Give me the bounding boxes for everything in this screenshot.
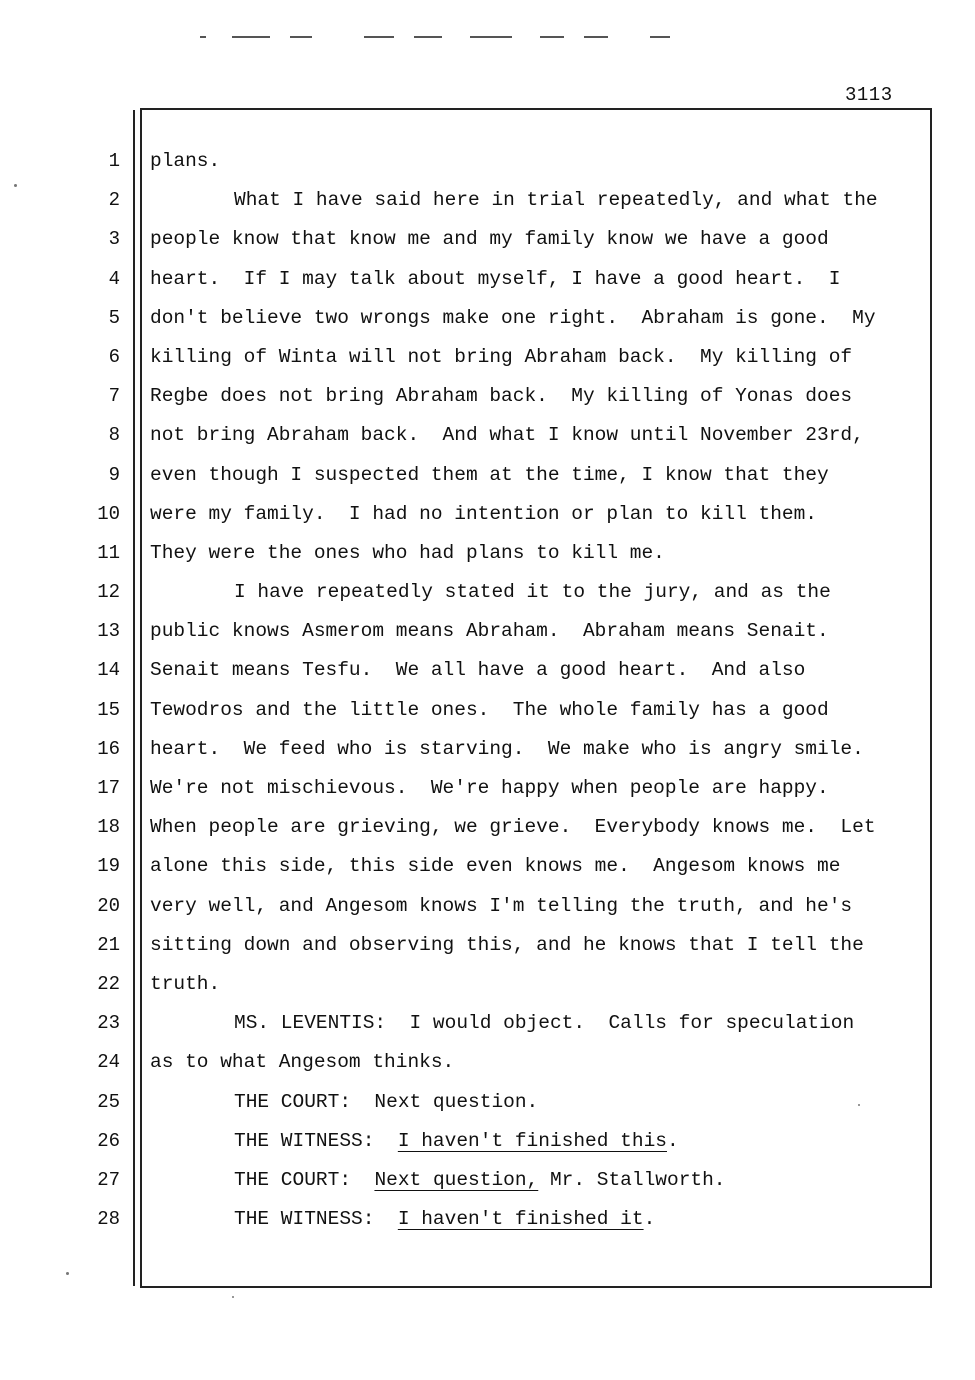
line-number: 18 — [97, 816, 120, 839]
line-number: 1 — [108, 150, 120, 172]
page-number: 3113 — [845, 84, 893, 106]
transcript-line — [150, 1010, 920, 1049]
transcript-line — [150, 579, 920, 618]
line-number: 7 — [108, 385, 120, 408]
line-text: were my family. I had no intention or plan to kill them. — [150, 502, 818, 525]
line-number: 14 — [97, 659, 120, 682]
transcript-line — [150, 344, 920, 383]
line-number: 17 — [97, 777, 120, 799]
line-text: as to what Angesom thinks. — [150, 1051, 455, 1074]
transcript-line — [150, 1089, 920, 1128]
line-text: When people are grieving, we grieve. Everybody knows me. Let — [150, 816, 876, 839]
line-text: . — [643, 1208, 656, 1231]
line-number: 11 — [97, 541, 120, 564]
line-text: Mr. Stallworth. — [538, 1168, 726, 1191]
transcript-line — [150, 932, 920, 971]
line-text: killing of Winta will not bring Abraham back. My killing of — [150, 345, 853, 368]
line-text: What I have said here in trial repeatedly, and what the — [234, 189, 878, 212]
line-text: Tewodros and the little ones. The whole family has a good — [150, 698, 829, 721]
line-number: 8 — [108, 424, 120, 447]
line-number: 20 — [97, 894, 120, 917]
scan-speck — [232, 1296, 234, 1298]
line-number: 2 — [108, 189, 120, 212]
line-text: plans. — [150, 150, 221, 172]
line-text: THE WITNESS: — [234, 1208, 398, 1231]
line-number: 21 — [97, 933, 120, 956]
line-text: THE COURT: — [234, 1168, 375, 1191]
line-text: They were the ones who had plans to kill me. — [150, 541, 665, 564]
line-number: 12 — [97, 581, 120, 604]
line-number: 28 — [97, 1208, 120, 1231]
transcript-line — [150, 266, 920, 305]
line-number: 24 — [97, 1051, 120, 1074]
transcript-line — [150, 148, 920, 187]
transcript-body — [150, 148, 920, 1245]
transcript-line — [150, 422, 920, 461]
transcript-line — [150, 853, 920, 892]
line-text: heart. We feed who is starving. We make who is angry smile. — [150, 737, 864, 760]
line-text: very well, and Angesom knows I'm telling the truth, and he's — [150, 894, 853, 917]
transcript-line — [150, 971, 920, 1010]
line-text: MS. LEVENTIS: I would object. Calls for speculation — [234, 1012, 855, 1035]
transcript-line — [150, 383, 920, 422]
transcript-line — [150, 462, 920, 501]
line-number: 27 — [97, 1168, 120, 1191]
line-text: Regbe does not bring Abraham back. My killing of Yonas does — [150, 385, 853, 408]
transcript-line — [150, 736, 920, 775]
line-text: THE COURT: Next question. — [234, 1090, 539, 1113]
scan-header-artifact — [180, 36, 700, 40]
line-text: public knows Asmerom means Abraham. Abraham means Senait. — [150, 620, 829, 643]
transcript-line — [150, 814, 920, 853]
line-text: THE WITNESS: — [234, 1129, 398, 1152]
line-number: 23 — [97, 1012, 120, 1035]
transcript-line — [150, 618, 920, 657]
line-number: 6 — [108, 345, 120, 368]
underlined-text: I haven't finished it — [397, 1208, 644, 1231]
line-text: We're not mischievous. We're happy when people are happy. — [150, 777, 829, 799]
transcript-line — [150, 775, 920, 814]
line-text: not bring Abraham back. And what I know until November 23rd, — [150, 424, 864, 447]
scan-speck — [14, 184, 17, 187]
transcript-line — [150, 697, 920, 736]
transcript-line — [150, 1206, 920, 1245]
line-number: 19 — [97, 855, 120, 878]
line-text: truth. — [150, 972, 221, 995]
line-text: don't believe two wrongs make one right. Abraham is gone. My — [150, 306, 876, 329]
line-text: alone this side, this side even knows me. Angesom knows me — [150, 855, 841, 878]
line-text: . — [666, 1129, 679, 1152]
transcript-line — [150, 1128, 920, 1167]
transcript-line — [150, 893, 920, 932]
line-number: 4 — [108, 267, 120, 290]
line-text: sitting down and observing this, and he knows that I tell the — [150, 933, 864, 956]
line-text: even though I suspected them at the time, I know that they — [150, 463, 829, 486]
line-number: 10 — [97, 502, 120, 525]
underlined-text: I haven't finished this — [397, 1129, 667, 1152]
transcript-line — [150, 305, 920, 344]
transcript-line — [150, 187, 920, 226]
line-number: 15 — [97, 698, 120, 721]
line-number: 16 — [97, 737, 120, 760]
transcript-line — [150, 1049, 920, 1088]
line-number: 22 — [97, 972, 120, 995]
transcript-line — [150, 657, 920, 696]
transcript-line — [150, 226, 920, 265]
transcript-line — [150, 540, 920, 579]
line-number: 5 — [108, 306, 120, 329]
line-number-column — [80, 148, 120, 1245]
line-number: 13 — [97, 620, 120, 643]
underlined-text: Next question, — [374, 1168, 539, 1191]
transcript-line — [150, 501, 920, 540]
scan-speck — [858, 1104, 860, 1106]
line-number: 9 — [108, 463, 120, 486]
margin-rule — [133, 110, 135, 1286]
transcript-line — [150, 1167, 920, 1206]
scan-speck — [66, 1272, 69, 1275]
line-text: Senait means Tesfu. We all have a good heart. And also — [150, 659, 806, 682]
line-number: 3 — [108, 228, 120, 251]
line-text: heart. If I may talk about myself, I have a good heart. I — [150, 267, 841, 290]
line-text: I have repeatedly stated it to the jury, and as the — [234, 581, 831, 604]
line-number: 25 — [97, 1090, 120, 1113]
line-number: 26 — [97, 1129, 120, 1152]
line-text: people know that know me and my family know we have a good — [150, 228, 829, 251]
